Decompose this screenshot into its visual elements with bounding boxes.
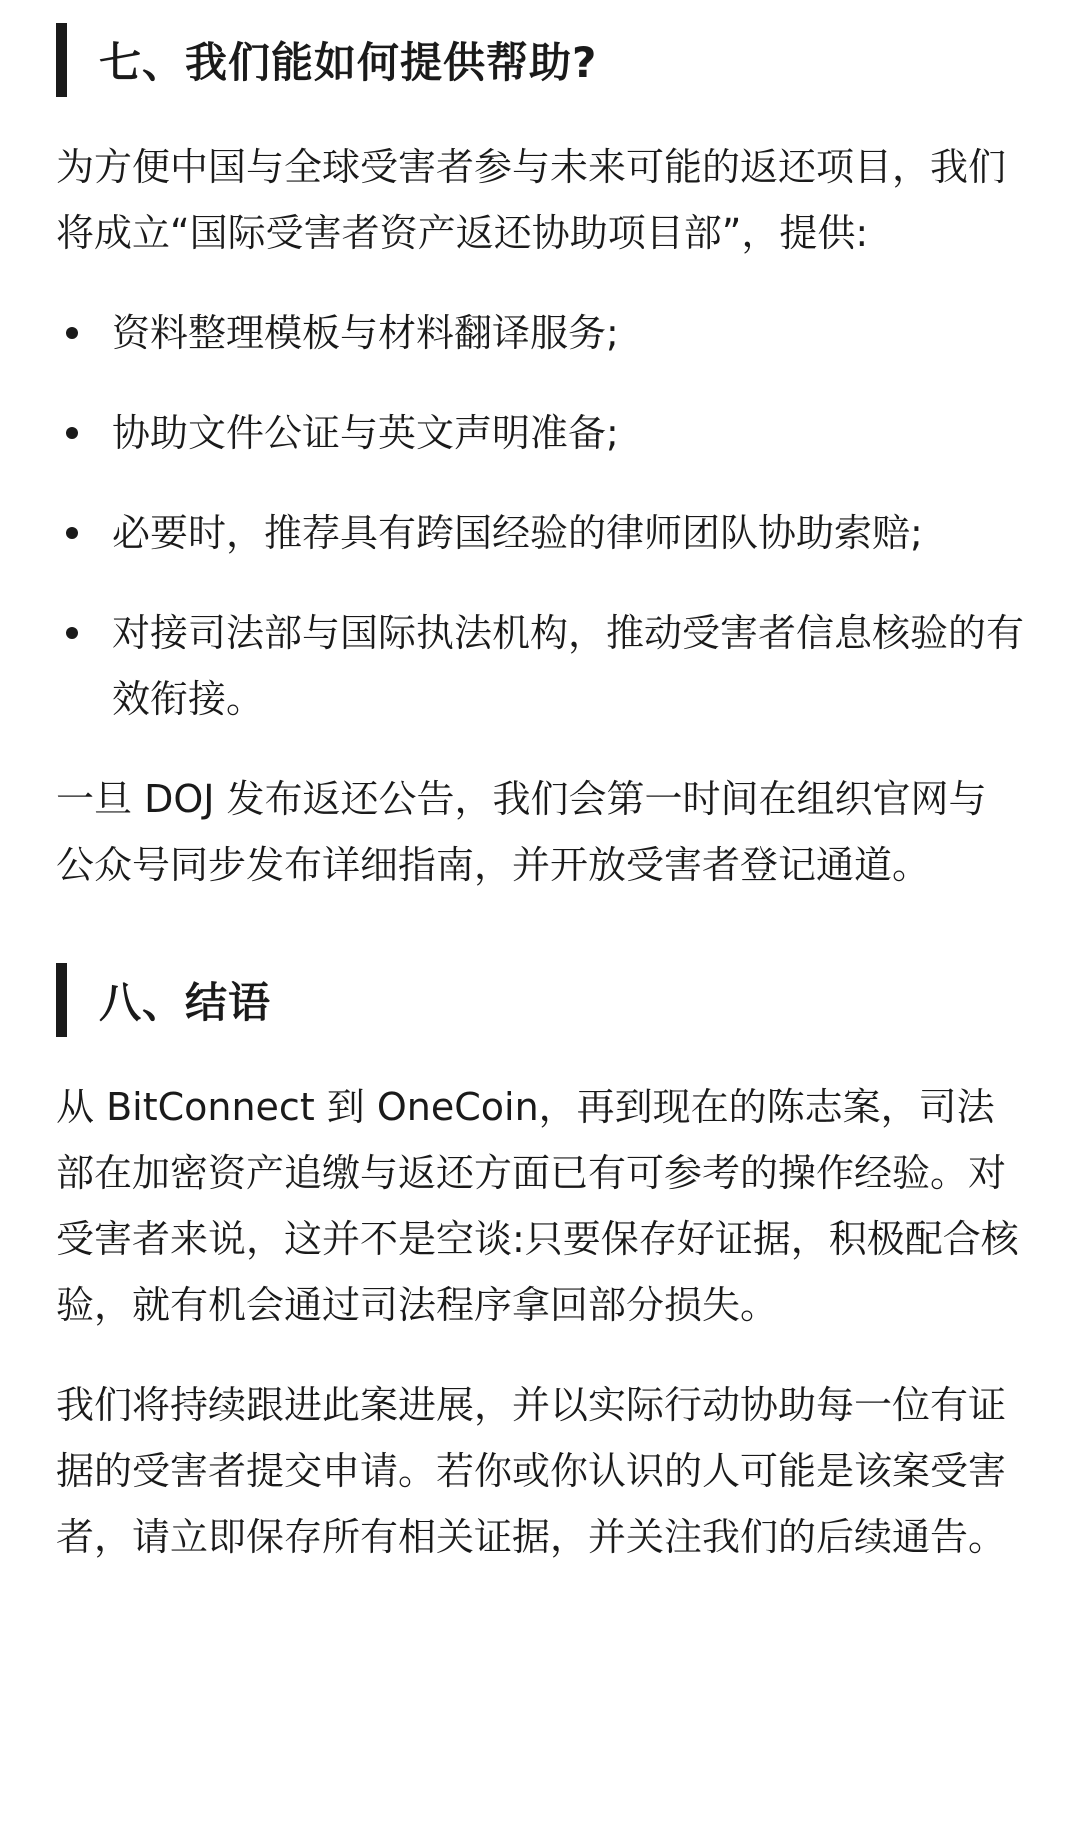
section-8-paragraph-1: 从 BitConnect 到 OneCoin，再到现在的陈志案，司法部在加密资产追缴与返还方面已有可参考的操作经验。对受害者来说，这并不是空谈:只要保存好证据，积极配合核验，就有机会通过司法程序拿回部分损失。 [56, 1085, 1019, 1327]
list-item [56, 400, 1024, 466]
heading-accent-bar [56, 963, 67, 1037]
bullet-dot [66, 627, 78, 639]
section-8-paragraph-2: 我们将持续跟进此案进展，并以实际行动协助每一位有证据的受害者提交申请。若你或你认识的人可能是该案受害者，请立即保存所有相关证据，并关注我们的后续通告。 [56, 1383, 1007, 1559]
bullet-dot [66, 327, 78, 339]
section-7-closing: 一旦 DOJ 发布返还公告，我们会第一时间在组织官网与公众号同步发布详细指南，并开放受害者登记通道。 [56, 777, 987, 887]
list-item [56, 500, 1024, 566]
list-item-text: 协助文件公证与英文声明准备; [112, 411, 619, 455]
bullet-dot [66, 427, 78, 439]
list-item [56, 600, 1024, 732]
section-7-heading [56, 20, 1024, 100]
bullet-dot [66, 527, 78, 539]
heading-accent-bar [56, 23, 67, 97]
list-item-text: 必要时，推荐具有跨国经验的律师团队协助索赔; [112, 511, 923, 555]
section-7-title: 七、我们能如何提供帮助? [99, 38, 598, 87]
help-list [56, 300, 1024, 732]
section-8-title: 八、结语 [99, 978, 272, 1027]
list-item-text: 资料整理模板与材料翻译服务; [112, 311, 619, 355]
section-8-heading [56, 960, 1024, 1040]
list-item-text: 对接司法部与国际执法机构，推动受害者信息核验的有效衔接。 [112, 611, 1025, 721]
section-7-intro: 为方便中国与全球受害者参与未来可能的返还项目，我们将成立“国际受害者资产返还协助项目部”，提供: [56, 145, 1007, 255]
list-item [56, 300, 1024, 366]
